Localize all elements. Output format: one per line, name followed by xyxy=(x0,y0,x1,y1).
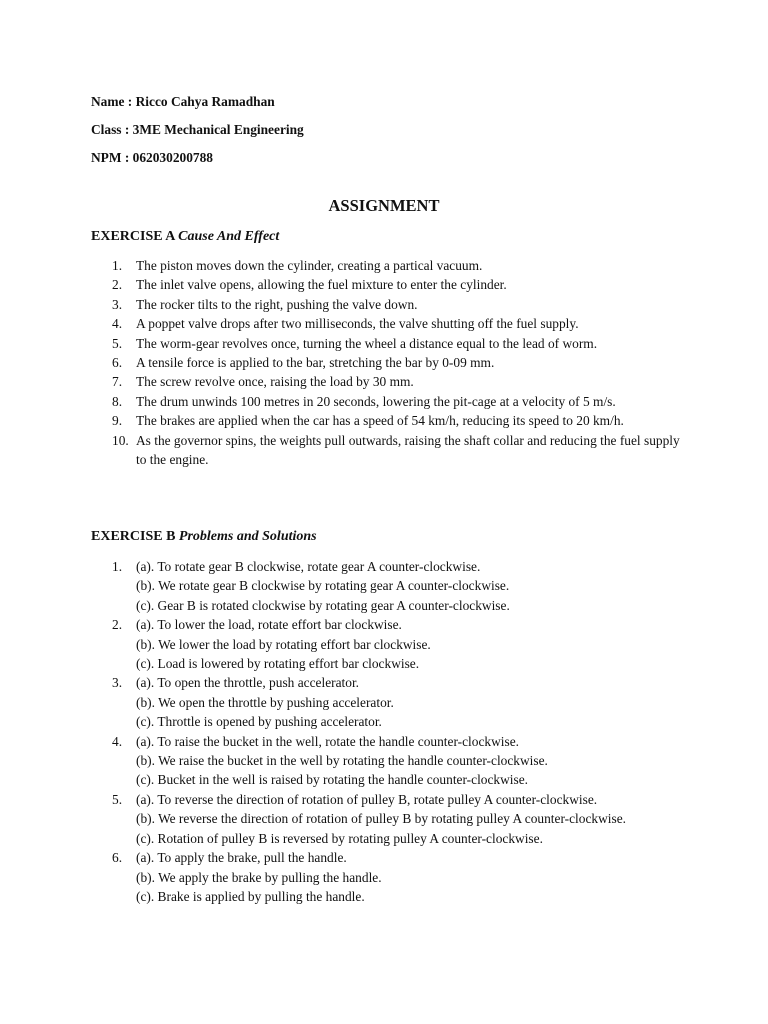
list-item xyxy=(91,673,691,731)
list-item xyxy=(91,275,691,294)
item-text: The rocker tilts to the right, pushing the valve down. xyxy=(136,296,418,312)
list-item xyxy=(91,557,691,615)
item-number: 8. xyxy=(112,393,123,409)
list-item xyxy=(91,256,691,275)
list-item xyxy=(91,848,691,906)
exercise-a-heading xyxy=(91,229,279,245)
item-number: 1. xyxy=(112,258,123,273)
item-text: The screw revolve once, raising the load by 30 mm. xyxy=(136,374,414,390)
item-text: A poppet valve drops after two milliseconds, the valve shutting off the fuel supply. xyxy=(136,316,579,332)
sub-item-b: (b). We reverse the direction of rotation of pulley B by rotating pulley A counter-clockwise. xyxy=(136,811,626,827)
list-item xyxy=(91,334,691,353)
student-npm: NPM : 062030200788 xyxy=(91,150,213,165)
sub-item-a: (a). To open the throttle, push accelerator. xyxy=(136,675,360,691)
item-number: 1. xyxy=(112,559,123,574)
item-text: As the governor spins, the weights pull outwards, raising the shaft collar and reducing the fuel supply to the engine. xyxy=(136,432,680,468)
item-text: The brakes are applied when the car has a speed of 54 km/h, reducing its speed to 20 km/h. xyxy=(136,413,624,429)
item-number: 4. xyxy=(112,733,123,749)
sub-item-b: (b). We raise the bucket in the well by rotating the handle counter-clockwise. xyxy=(136,753,548,769)
item-number: 7. xyxy=(112,374,123,390)
list-item xyxy=(91,732,691,790)
list-item xyxy=(91,314,691,333)
sub-item-b: (b). We open the throttle by pushing accelerator. xyxy=(136,694,394,710)
list-item xyxy=(91,392,691,411)
sub-item-a: (a). To reverse the direction of rotation of pulley B, rotate pulley A counter-clockwise. xyxy=(136,791,598,807)
item-number: 6. xyxy=(112,850,123,866)
sub-item-c: (c). Bucket in the well is raised by rotating the handle counter-clockwise. xyxy=(136,772,529,788)
list-item xyxy=(91,615,691,673)
sub-item-c: (c). Rotation of pulley B is reversed by rotating pulley A counter-clockwise. xyxy=(136,830,543,846)
sub-item-c: (c). Brake is applied by pulling the handle. xyxy=(136,888,365,904)
item-number: 5. xyxy=(112,335,123,351)
list-item xyxy=(91,372,691,391)
item-number: 10. xyxy=(112,432,129,448)
item-number: 4. xyxy=(112,316,123,332)
list-item xyxy=(91,353,691,372)
sub-item-a: (a). To rotate gear B clockwise, rotate gear A counter-clockwise. xyxy=(136,559,481,574)
sub-item-b: (b). We apply the brake by pulling the handle. xyxy=(136,869,382,885)
item-text: The inlet valve opens, allowing the fuel mixture to enter the cylinder. xyxy=(136,277,507,293)
sub-item-b: (b). We lower the load by rotating effort bar clockwise. xyxy=(136,636,431,652)
item-text: A tensile force is applied to the bar, stretching the bar by 0-09 mm. xyxy=(136,355,495,371)
exercise-b-list xyxy=(91,557,691,906)
item-number: 3. xyxy=(112,296,123,312)
sub-item-c: (c). Throttle is opened by pushing accelerator. xyxy=(136,714,382,730)
sub-item-c: (c). Load is lowered by rotating effort bar clockwise. xyxy=(136,656,420,672)
item-number: 6. xyxy=(112,355,123,371)
exercise-a-label: EXERCISE A xyxy=(91,229,175,244)
item-number: 9. xyxy=(112,413,123,429)
exercise-b-label: EXERCISE B xyxy=(91,529,176,544)
sub-item-b: (b). We rotate gear B clockwise by rotating gear A counter-clockwise. xyxy=(136,578,510,594)
list-item xyxy=(91,790,691,848)
exercise-a-subtitle: Cause And Effect xyxy=(178,229,280,244)
item-number: 2. xyxy=(112,277,123,293)
item-text: The piston moves down the cylinder, creating a partical vacuum. xyxy=(136,258,483,273)
exercise-b-heading xyxy=(91,529,317,545)
exercise-a-list xyxy=(91,256,691,469)
sub-item-a: (a). To raise the bucket in the well, rotate the handle counter-clockwise. xyxy=(136,733,520,749)
item-number: 3. xyxy=(112,675,123,691)
item-number: 5. xyxy=(112,791,123,807)
sub-item-a: (a). To apply the brake, pull the handle. xyxy=(136,850,347,866)
list-item xyxy=(91,295,691,314)
student-name: Name : Ricco Cahya Ramadhan xyxy=(91,94,275,109)
list-item xyxy=(91,431,691,470)
item-number: 2. xyxy=(112,617,123,633)
item-text: The worm-gear revolves once, turning the wheel a distance equal to the lead of worm. xyxy=(136,335,598,351)
sub-item-a: (a). To lower the load, rotate effort bar clockwise. xyxy=(136,617,402,633)
page-title: ASSIGNMENT xyxy=(328,196,440,215)
list-item xyxy=(91,411,691,430)
item-text: The drum unwinds 100 metres in 20 seconds, lowering the pit-cage at a velocity of 5 m/s. xyxy=(136,393,616,409)
student-class: Class : 3ME Mechanical Engineering xyxy=(91,122,304,137)
exercise-b-subtitle: Problems and Solutions xyxy=(178,529,317,544)
sub-item-c: (c). Gear B is rotated clockwise by rotating gear A counter-clockwise. xyxy=(136,597,510,613)
